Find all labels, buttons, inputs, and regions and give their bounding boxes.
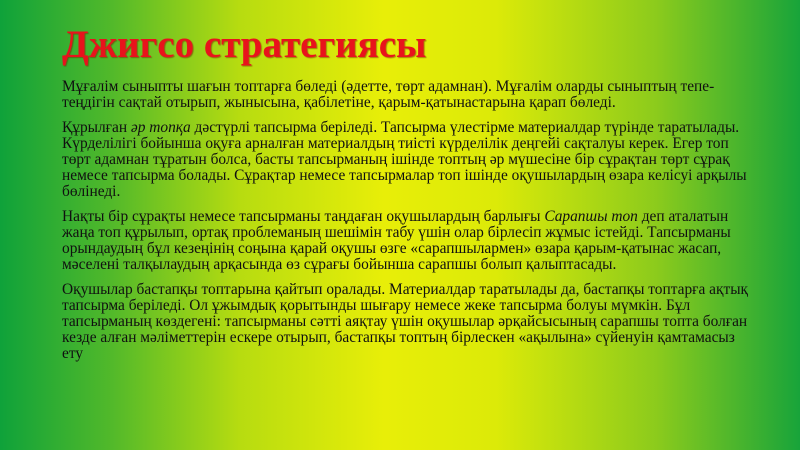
slide-title: Джигсо стратегиясы	[62, 23, 427, 66]
paragraph-1-text: Мұғалім сыныпты шағын топтарға бөледі (әдетте, төрт адамнан). Мұғалім оларды сыныптың тепе-теңдігін сақтай отырып, жынысына, қабілетіне, қарым-қатынастарына қарап бөледі.	[62, 78, 715, 111]
paragraph-4-text: Оқушылар бастапқы топтарына қайтып оралады. Материалдар таратылады да, бастапқы топтарға ақтық тапсырма беріледі. Ол ұжымдық қорытынды шығару немесе жеке тапсырма болуы мүмкін. Бұл тапсырманың көздегені: тапсырманы сәтті аяқтау үшін оқушылар әрқайсысының сарапшы топта болған кезде алған мәліметтерін ескере отырып, бастапқы топтың бірлескен «ақылына» сүйенуін қамтамасыз ету	[62, 281, 749, 362]
paragraph-2-emphasis: әр топқа	[130, 119, 191, 136]
paragraph-1	[62, 79, 752, 111]
slide-body	[62, 79, 752, 362]
paragraph-2-text-start: Құрылған	[62, 119, 131, 136]
paragraph-2	[62, 120, 752, 200]
paragraph-3	[62, 209, 752, 273]
paragraph-2-text-end: дәстүрлі тапсырма беріледі. Тапсырма үлестірме материалдар түрінде таратылады. Күрделілігі бойынша оқуға арналған материалдың тиісті күрделілік деңгейі сақталуы керек. Егер топ төрт адамнан тұратын болса, басты тапсырманың ішінде топтың әр мүшесіне бір сұрақтан төрт сұрақ немесе тапсырма болады. Сұрақтар немесе тапсырмалар топ ішінде оқушылардың өзара келісуі арқылы бөлінеді.	[62, 119, 747, 200]
paragraph-4	[62, 282, 752, 362]
paragraph-3-text-start: Нақты бір сұрақты немесе тапсырманы таңдаған оқушылардың барлығы	[62, 208, 545, 225]
paragraph-3-text-end: деп аталатын жаңа топ құрылып, ортақ проблеманың шешімін табу үшін олар бірлесіп жұмыс істейді. Тапсырманы орындаудың бұл кезеңінің соңына қарай оқушы өзге «сарапшылармен» өзара қарым-қатынас жасап, мәселені талқылаудың арқасында өз сұрағы бойынша сарапшы болып қалыптасады.	[62, 208, 731, 273]
paragraph-3-emphasis: Сарапшы топ	[544, 208, 638, 225]
